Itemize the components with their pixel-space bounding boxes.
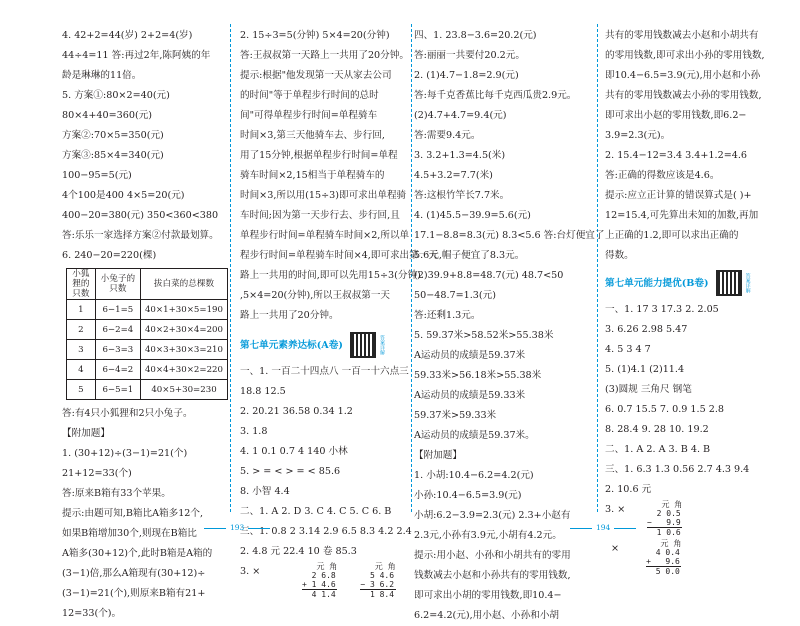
- calc-line: 2 6.8: [302, 571, 336, 580]
- answer-line: 答:原来B箱有33个苹果。: [62, 488, 171, 499]
- answer-line: 44÷4=11 答:再过2年,陈阿姨的年: [62, 50, 211, 61]
- table-cell: 40×4+30×2=220: [140, 360, 227, 380]
- table-cell: 6−5=1: [95, 380, 140, 400]
- answer-line: 17.1−8.8=8.3(元) 8.3<5.6 答:台灯便宜了: [414, 230, 605, 241]
- vertical-calculation: [646, 539, 681, 576]
- answer-line: 即可求出小赵的零用钱数,即6.2−: [605, 110, 747, 121]
- answer-line: 80×4+40=360(元): [62, 110, 153, 121]
- answer-line: 6.2=4.2(元),用小赵、小孙和小胡: [414, 610, 560, 621]
- calc-line: 5 0.0: [646, 567, 680, 576]
- answer-line: 2. 15.4−12=3.4 3.4+1.2=4.6: [605, 150, 748, 161]
- section-title: 第七单元素养达标(A卷): [240, 339, 343, 351]
- answer-line: 的时间"等于单程步行时间的总时: [240, 90, 379, 101]
- table-cell: 6−3=3: [95, 340, 140, 360]
- answer-line: ,5×4=20(分钟),所以王叔叔第一天: [240, 290, 391, 301]
- cross-mark: ×: [611, 543, 620, 554]
- answer-line: 答:王叔叔第一天路上一共用了20分钟。: [240, 50, 409, 61]
- answer-line: 提示:根据"他发现第一天从家去公司: [240, 70, 392, 81]
- answer-line: 钱数减去小赵和小孙共有的零用钱数,: [414, 570, 571, 581]
- answer-line: 车时间;因为第一天步行去、步行回,且: [240, 210, 400, 221]
- table-cell: 3: [67, 340, 96, 360]
- answer-line: 答:需要9.4元。: [414, 130, 481, 141]
- table-header-cell: 小狐狸的只数: [67, 269, 96, 300]
- column-divider: [230, 24, 231, 512]
- answer-line: 提示:应立正计算的错误算式是( )+: [605, 190, 752, 201]
- qr-code-icon[interactable]: [716, 270, 742, 296]
- section-title: 第七单元能力提优(B卷): [605, 277, 709, 289]
- answer-line: 方案③:85×4=340(元): [62, 150, 164, 161]
- answer-line: 2. (1)4.7−1.8=2.9(元): [414, 70, 519, 81]
- answer-line: 路上一共用的时间,即可以先用15÷3(分钟): [240, 270, 421, 281]
- calc-line: 4 1.4: [302, 590, 336, 599]
- vertical-calculation: [360, 562, 395, 599]
- answer-line: 18.8 12.5: [240, 386, 286, 397]
- answer-line: 8. 小智 4.4: [240, 486, 290, 497]
- answer-line: A运动员的成绩是59.37米。: [414, 430, 535, 441]
- table-header-row: [67, 269, 228, 300]
- table-row: [67, 320, 228, 340]
- table-cell: 40×2+30×4=200: [140, 320, 227, 340]
- answer-line: 6. 0.7 15.5 7. 0.9 1.5 2.8: [605, 404, 724, 415]
- answer-line: 3. ×: [240, 566, 261, 577]
- column-divider: [597, 24, 598, 512]
- answer-line: 1. (30+12)÷(3−1)=21(个): [62, 448, 188, 459]
- answer-line: 间"可得单程步行时间=单程骑车: [240, 110, 378, 121]
- calc-line: 元 角: [360, 562, 396, 571]
- answer-line: 5. (1)4.1 (2)11.4: [605, 364, 685, 375]
- answer-line: 时间×3,第三天他骑车去、步行回,: [240, 130, 385, 141]
- answer-line: (3)圆规 三角尺 钢笔: [605, 384, 692, 395]
- answer-line: A运动员的成绩是59.37米: [414, 350, 526, 361]
- table-cell: 6−1=5: [95, 300, 140, 320]
- answer-line: 59.37米>59.33米: [414, 410, 497, 421]
- vertical-calcs: [240, 562, 408, 602]
- answer-line: 即可求出小胡的零用钱数,即10.4−: [414, 590, 562, 601]
- answer-line: 100−95=5(元): [62, 170, 132, 181]
- vertical-calculation: [302, 562, 337, 599]
- calc-line: 元 角: [646, 539, 682, 548]
- calc-line: 1 0.6: [647, 528, 681, 537]
- qr-code-icon[interactable]: [350, 332, 376, 358]
- answer-line: (2)39.9+8.8=48.7(元) 48.7<50: [414, 270, 564, 281]
- answer-line: 三、1. 6.3 1.3 0.56 2.7 4.3 9.4: [605, 464, 750, 475]
- answer-line: 方案②:70×5=350(元): [62, 130, 164, 141]
- table-header-cell: 小兔子的只数: [95, 269, 140, 300]
- answer-line: 3.9=2.3(元)。: [605, 130, 671, 141]
- answer-line: 上正确的1.2,即可以求出正确的: [605, 230, 739, 241]
- answer-line: 一、1. 一百二十四点八 一百一十六点三: [240, 366, 409, 377]
- answer-line: 6. 240−20=220(棵): [62, 250, 157, 261]
- answer-line: 二、1. A 2. D 3. C 4. C 5. C 6. B: [240, 506, 392, 517]
- answer-line: 小胡:6.2−3.9=2.3(元) 2.3+小赵有: [414, 510, 571, 521]
- table-cell: 6−2=4: [95, 320, 140, 340]
- page-number: 194: [596, 523, 611, 532]
- answer-line: 龄是琳琳的11倍。: [62, 70, 142, 81]
- answer-line: 答:这根竹竿长7.7米。: [414, 190, 510, 201]
- answer-line: 3. 6.26 2.98 5.47: [605, 324, 688, 335]
- table-cell: 6−4=2: [95, 360, 140, 380]
- calc-line: 5 4.6: [360, 571, 395, 580]
- answer-line: 5. 59.37米>58.52米>55.38米: [414, 330, 554, 341]
- answer-line: 5. 方案①:80×2=40(元): [62, 90, 170, 101]
- answer-line: 得数。: [605, 250, 634, 261]
- column-divider: [411, 24, 412, 512]
- answer-line: 答:有4只小狐狸和2只小兔子。: [62, 408, 193, 419]
- answer-line: 1. 小胡:10.4−6.2=4.2(元): [414, 470, 534, 481]
- vertical-calculation: [647, 500, 682, 537]
- table-header-cell: 拔白菜的总棵数: [140, 269, 227, 300]
- answer-line: 5. > = < > = < 85.6: [240, 466, 341, 477]
- section-heading: [240, 332, 408, 358]
- answer-line: 路上一共用了20分钟。: [240, 310, 339, 321]
- calc-line: 元 角: [302, 562, 338, 571]
- answer-line: (3−1)倍,那么A箱现有(30+12)÷: [62, 568, 206, 579]
- answer-line: 3. 1.8: [240, 426, 268, 437]
- table-cell: 5: [67, 380, 96, 400]
- answer-line: 4.5+3.2=7.7(米): [414, 170, 493, 181]
- answer-line: 用了15分钟,根据单程步行时间=单程: [240, 150, 398, 161]
- answer-line: 单程步行时间=单程骑车时间×2,所以单: [240, 230, 410, 241]
- calc-line: 元 角: [647, 500, 683, 509]
- qr-caption: 答案详解: [744, 273, 751, 293]
- answer-line: 二、1. A 2. A 3. B 4. B: [605, 444, 711, 455]
- vertical-calcs: [605, 539, 765, 576]
- calc-line: 1 8.4: [360, 590, 395, 599]
- answer-line: 4. 1 0.1 0.7 4 140 小林: [240, 446, 348, 457]
- table-cell: 40×1+30×5=190: [140, 300, 227, 320]
- answer-line: 共有的零用钱数减去小赵和小胡共有: [605, 30, 759, 41]
- table-row: [67, 380, 228, 400]
- answer-line: 答:正确的得数应该是4.6。: [605, 170, 720, 181]
- answer-line: 8. 28.4 9. 28 10. 19.2: [605, 424, 709, 435]
- calc-line: − 3 6.2: [360, 580, 395, 589]
- answer-line: 2. 20.21 36.58 0.34 1.2: [240, 406, 353, 417]
- answer-line: A运动员的成绩是59.33米: [414, 390, 526, 401]
- answer-line: A箱多(30+12)个,此时B箱是A箱的: [62, 548, 213, 559]
- answer-line: 【附加题】: [414, 450, 462, 461]
- page-number-right: [566, 523, 640, 532]
- table-row: [67, 340, 228, 360]
- calc-line: − 9.9: [647, 518, 681, 527]
- answer-line: 答:丽丽一共要付20.2元。: [414, 50, 525, 61]
- page-number: 193: [230, 523, 245, 532]
- table-row: [67, 360, 228, 380]
- answer-line: 共有的零用钱数减去小孙的零用钱数,: [605, 90, 762, 101]
- calc-line: + 1 4.6: [302, 580, 336, 589]
- answer-line: 4个100是400 4×5=20(元): [62, 190, 185, 201]
- answer-line: 程步行时间=单程骑车时间×4,即可求出第一天: [240, 250, 438, 261]
- answer-line: 四、1. 23.8−3.6=20.2(元): [414, 30, 537, 41]
- answer-line: 小孙:10.4−6.5=3.9(元): [414, 490, 522, 501]
- answer-line: 答:还剩1.3元。: [414, 310, 481, 321]
- answer-line: 4. (1)45.5−39.9=5.6(元): [414, 210, 531, 221]
- answer-column-4: [605, 26, 765, 576]
- answer-line: 21+12=33(个): [62, 468, 132, 479]
- answer-line: 答:乐乐一家选择方案②付款最划算。: [62, 230, 219, 241]
- answer-line: 一、1. 17 3 17.3 2. 2.05: [605, 304, 719, 315]
- answer-line: 12=33(个)。: [62, 608, 122, 619]
- answer-line: 2. 10.6 元: [605, 484, 652, 495]
- answer-line: (3−1)=21(个),则原来B箱有21+: [62, 588, 206, 599]
- table-cell: 1: [67, 300, 96, 320]
- calc-line: + 9.6: [646, 557, 680, 566]
- table-cell: 40×5+30=230: [140, 380, 227, 400]
- answer-line: 50−48.7=1.3(元): [414, 290, 496, 301]
- table-cell: 40×3+30×3=210: [140, 340, 227, 360]
- answer-line: 【附加题】: [62, 428, 110, 439]
- page-number-left: [200, 523, 274, 532]
- answer-line: 4. 42+2=44(岁) 2+2=4(岁): [62, 30, 193, 41]
- answer-line: 12=15.4,可先算出未知的加数,再加: [605, 210, 759, 221]
- calc-line: 4 0.4: [646, 548, 680, 557]
- answer-line: 提示:用小赵、小孙和小胡共有的零用: [414, 550, 571, 561]
- answer-line: 骑车时间×2,15相当于单程骑车的: [240, 170, 385, 181]
- table-cell: 4: [67, 360, 96, 380]
- answer-line: 的零用钱数,即可求出小孙的零用钱数,: [605, 50, 765, 61]
- table-cell: 2: [67, 320, 96, 340]
- answer-line: 59.33米>56.18米>55.38米: [414, 370, 542, 381]
- answer-line: 时间×3,所以用(15÷3)即可求出单程骑: [240, 190, 407, 201]
- answer-line: 3. ×: [605, 504, 626, 515]
- answer-line: 如果B箱增加30个,则现在B箱比: [62, 528, 197, 539]
- answer-line: 即10.4−6.5=3.9(元),用小赵和小孙: [605, 70, 761, 81]
- answer-line: (2)4.7+4.7=9.4(元): [414, 110, 507, 121]
- answer-line: 三、1. 0.8 2 3.14 2.9 6.5 8.3 4.2 2.4: [240, 526, 412, 537]
- answer-line: 5.6元,帽子便宜了8.3元。: [414, 250, 525, 261]
- table-row: [67, 300, 228, 320]
- answer-table: [66, 268, 228, 400]
- answer-column-1: [62, 26, 228, 624]
- answer-line: 2. 15÷3=5(分钟) 5×4=20(分钟): [240, 30, 390, 41]
- qr-caption: 答案详解: [379, 335, 385, 355]
- answer-line: 提示:由题可知,B箱比A箱多12个,: [62, 508, 204, 519]
- answer-line: 2. 4.8 元 22.4 10 卷 85.3: [240, 546, 357, 557]
- answer-line: 400−20=380(元) 350<360<380: [62, 210, 219, 221]
- answer-line: 3. 3.2+1.3=4.5(米): [414, 150, 506, 161]
- answer-line: 4. 5 3 4 7: [605, 344, 651, 355]
- section-heading: [605, 270, 765, 296]
- answer-line: 答:每千克香蕉比每千克西瓜贵2.9元。: [414, 90, 577, 101]
- calc-line: 2 0.5: [647, 509, 681, 518]
- answer-line: 2.3元,小孙有3.9元,小胡有4.2元。: [414, 530, 562, 541]
